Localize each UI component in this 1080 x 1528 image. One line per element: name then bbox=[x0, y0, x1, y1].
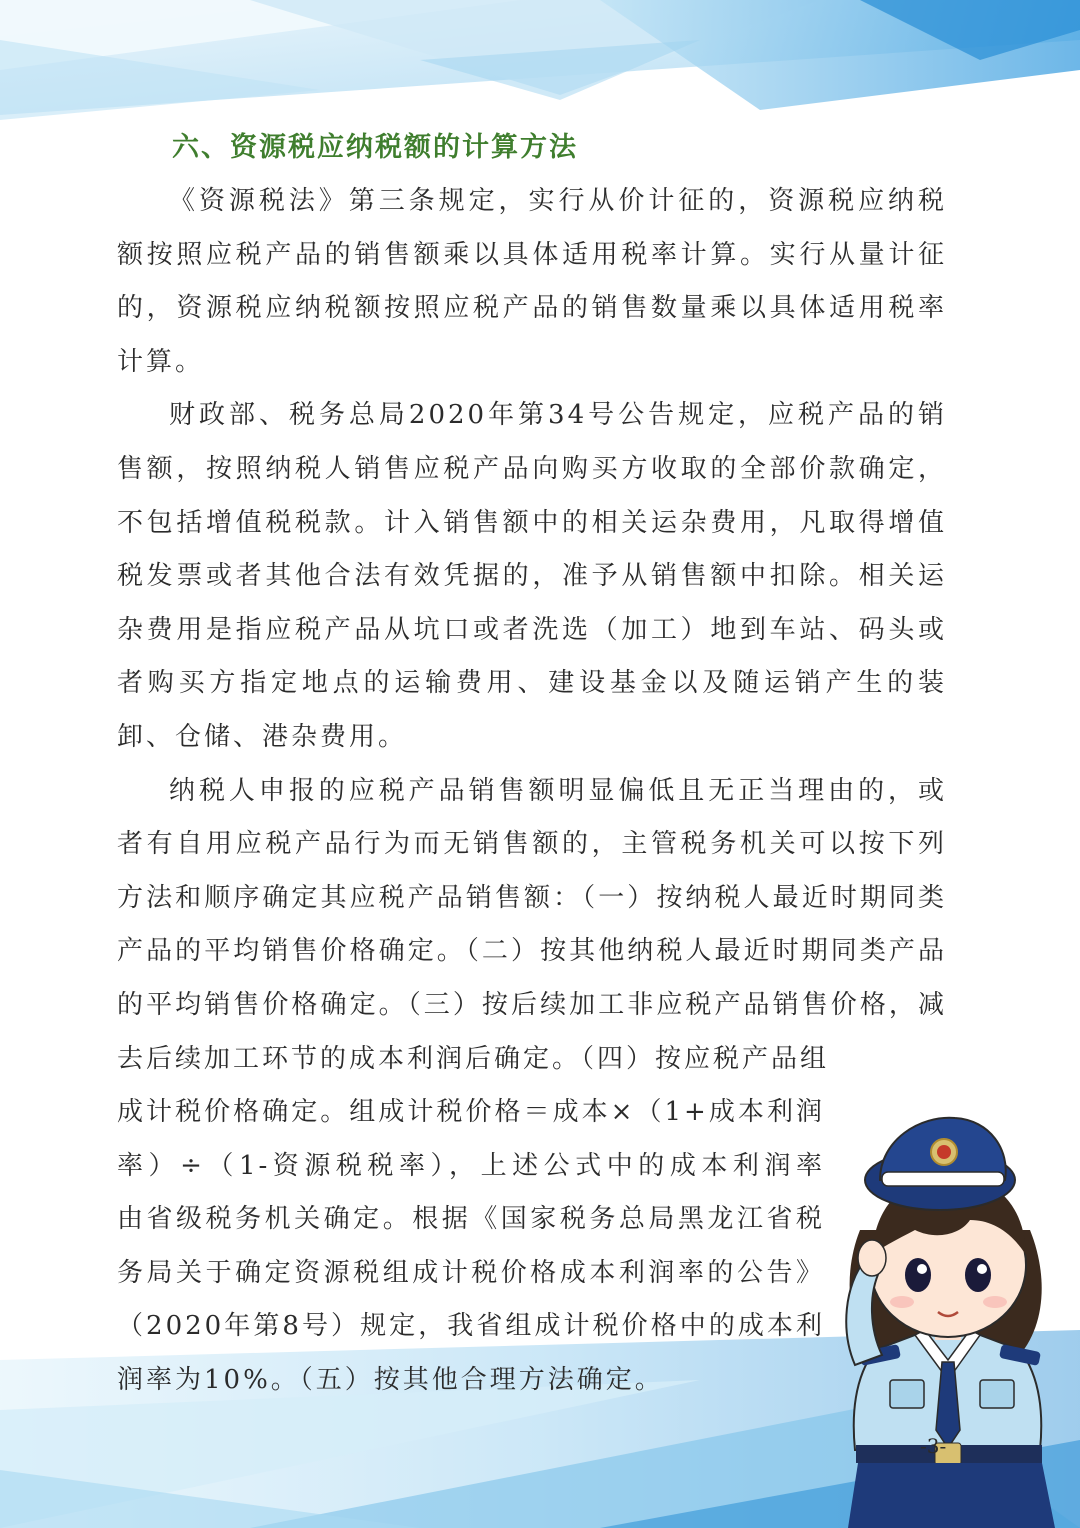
body-text bbox=[117, 175, 947, 1408]
wrap-line-2: 率）÷（1-资源税税率），上述公式中的成本利润率 bbox=[117, 1150, 825, 1181]
wrap-line-3: 由省级税务机关确定。根据《国家税务总局黑龙江省税 bbox=[117, 1204, 825, 1235]
wrap-line-1: 成计税价格确定。组成计税价格＝成本×（1+成本利润 bbox=[117, 1097, 825, 1128]
top-banner bbox=[0, 0, 1080, 120]
wrap-line-6: 润率为10%。（五）按其他合理方法确定。 bbox=[117, 1365, 664, 1396]
wrap-line-4: 务局关于确定资源税组成计税价格成本利润率的公告》 bbox=[117, 1257, 825, 1288]
paragraph-2: 财政部、税务总局2020年第34号公告规定，应税产品的销售额，按照纳税人销售应税产品向购买方收取的全部价款确定，不包括增值税税款。计入销售额中的相关运杂费用，凡取得增值税发票或者其他合法有效凭据的，准予从销售额中扣除。相关运杂费用是指应税产品从坑口或者洗选（加工）地到车站、码头或者购买方指定地点的运输费用、建设基金以及随运销产生的装卸、仓储、港杂费用。 bbox=[117, 400, 947, 752]
wrap-line-5: （2020年第8号）规定，我省组成计税价格中的成本利 bbox=[117, 1311, 825, 1342]
paragraph-1: 《资源税法》第三条规定，实行从价计征的，资源税应纳税额按照应税产品的销售额乘以具体适用税率计算。实行从量计征的，资源税应纳税额按照应税产品的销售数量乘以具体适用税率计算。 bbox=[117, 186, 947, 377]
page-number: -3- bbox=[920, 1434, 947, 1458]
paragraph-3: 纳税人申报的应税产品销售额明显偏低且无正当理由的，或者有自用应税产品行为而无销售额的，主管税务机关可以按下列方法和顺序确定其应税产品销售额：（一）按纳税人最近时期同类产品的平均销售价格确定。（二）按其他纳税人最近时期同类产品的平均销售价格确定。（三）按后续加工非应税产品销售价格，减去后续加工环节的成本利润后确定。（四）按应税产品组 bbox=[117, 775, 947, 1074]
section-heading: 六、资源税应纳税额的计算方法 bbox=[172, 132, 578, 163]
